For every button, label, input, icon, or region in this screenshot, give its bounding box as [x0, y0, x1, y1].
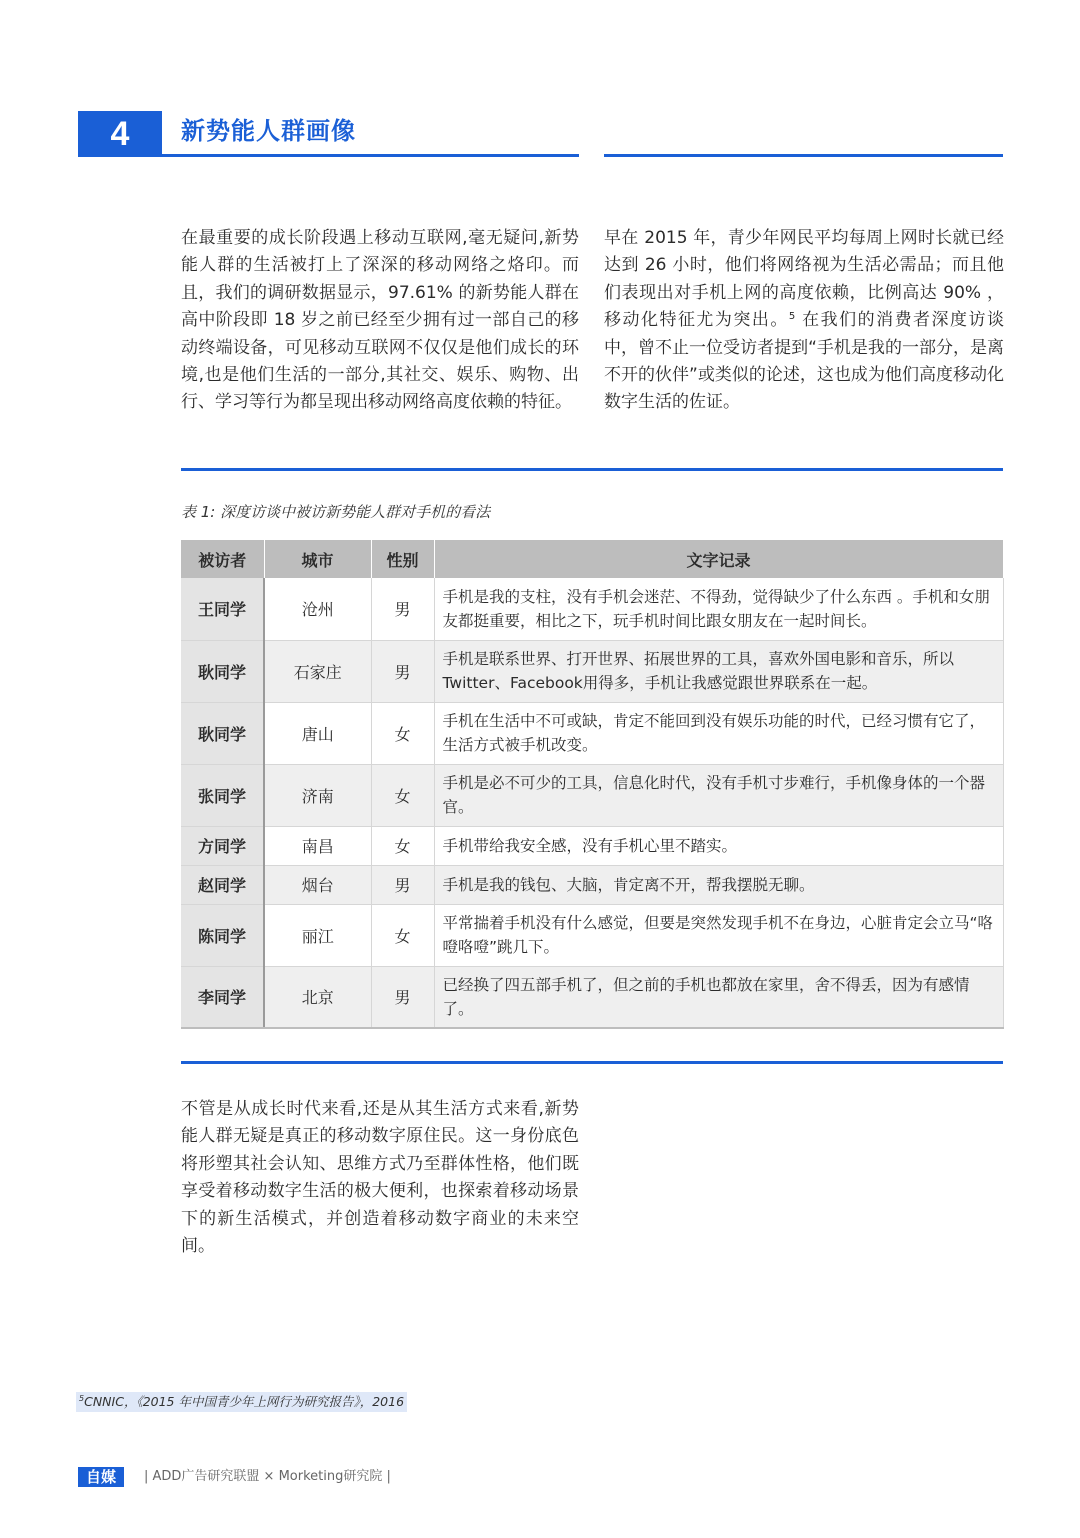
cell-record: 已经换了四五部手机了，但之前的手机也都放在家里，舍不得丢，因为有感情了。 [434, 966, 1003, 1028]
section-title: 新势能人群画像 [181, 117, 356, 145]
footer-credits: | ADD广告研究联盟 × Morketing研究院 | [144, 1469, 391, 1484]
cell-gender: 女 [371, 702, 434, 764]
paragraph-right-1 [604, 225, 1004, 417]
cell-gender: 女 [371, 764, 434, 826]
footnote-text: CNNIC，《2015 年中国青少年上网行为研究报告》，2016 [84, 1394, 405, 1409]
table-row [181, 702, 1003, 764]
header-gender: 性别 [371, 540, 434, 578]
cell-name: 李同学 [181, 966, 264, 1028]
cell-record: 手机带给我安全感，没有手机心里不踏实。 [434, 826, 1003, 865]
cell-city: 烟台 [264, 865, 371, 904]
cell-city: 沧州 [264, 578, 371, 640]
interview-table [181, 540, 1004, 1029]
footnote-marker: 5 [79, 1394, 85, 1403]
cell-city: 北京 [264, 966, 371, 1028]
footnote-ref[interactable]: 5 [788, 311, 796, 323]
header-rule-right [604, 154, 1003, 157]
cell-city: 丽江 [264, 904, 371, 966]
table-row [181, 578, 1003, 640]
table-caption: 表 1: 深度访谈中被访新势能人群对手机的看法 [181, 503, 491, 521]
cell-gender: 男 [371, 578, 434, 640]
cell-city: 南昌 [264, 826, 371, 865]
cell-gender: 男 [371, 640, 434, 702]
table-row [181, 904, 1003, 966]
cell-gender: 女 [371, 904, 434, 966]
cell-name: 耿同学 [181, 702, 264, 764]
paragraph-right-1-part-b: 在我们的消费者深度访谈中，曾不止一位受访者提到“手机是我的一部分，是离不开的伙伴”或类似的论述，这也成为他们高度移动化数字生活的佐证。 [604, 310, 1005, 413]
cell-name: 王同学 [181, 578, 264, 640]
paragraph-left-1: 在最重要的成长阶段遇上移动互联网,毫无疑问,新势能人群的生活被打上了深深的移动网络之烙印。而且，我们的调研数据显示，97.61% 的新势能人群在高中阶段即 18 岁之前已经至少拥有过一部自己的移动终端设备，可见移动互联网不仅仅是他们成长的环境,也是他们生活的一部分,其社交、娱乐、购物、出行、学习等行为都呈现出移动网络高度依赖的特征。 [181, 228, 579, 413]
table-row [181, 966, 1003, 1028]
table-row [181, 764, 1003, 826]
cell-gender: 男 [371, 865, 434, 904]
section-divider-bottom [181, 1061, 1003, 1064]
footer-logo: 自媒 [78, 1467, 124, 1487]
cell-gender: 男 [371, 966, 434, 1028]
cell-name: 方同学 [181, 826, 264, 865]
cell-gender: 女 [371, 826, 434, 865]
cell-name: 耿同学 [181, 640, 264, 702]
cell-city: 唐山 [264, 702, 371, 764]
footnote [76, 1392, 407, 1412]
cell-name: 陈同学 [181, 904, 264, 966]
header-name: 被访者 [181, 540, 264, 578]
cell-record: 手机是联系世界、打开世界、拓展世界的工具，喜欢外国电影和音乐，所以Twitter、Facebook用得多，手机让我感觉跟世界联系在一起。 [434, 640, 1003, 702]
header-record: 文字记录 [434, 540, 1003, 578]
paragraph-right-1-part-a: 早在 2015 年，青少年网民平均每周上网时长就已经达到 26 小时，他们将网络视为生活必需品；而且他们表现出对手机上网的高度依赖，比例高达 90% ，移动化特征尤为突出。 [604, 228, 1004, 331]
paragraph-left-2: 不管是从成长时代来看,还是从其生活方式来看,新势能人群无疑是真正的移动数字原住民。这一身份底色将形塑其社会认知、思维方式乃至群体性格，他们既享受着移动数字生活的极大便利，也探索着移动场景下的新生活模式，并创造着移动数字商业的未来空间。 [181, 1099, 579, 1257]
cell-record: 手机在生活中不可或缺，肯定不能回到没有娱乐功能的时代，已经习惯有它了， 生活方式被手机改变。 [434, 702, 1003, 764]
cell-name: 赵同学 [181, 865, 264, 904]
table-header-row [181, 540, 1003, 578]
cell-record: 手机是我的钱包、大脑，肯定离不开，帮我摆脱无聊。 [434, 865, 1003, 904]
section-divider-top [181, 468, 1003, 471]
cell-record: 手机是必不可少的工具，信息化时代，没有手机寸步难行，手机像身体的一个器官。 [434, 764, 1003, 826]
cell-name: 张同学 [181, 764, 264, 826]
cell-city: 济南 [264, 764, 371, 826]
table-row [181, 865, 1003, 904]
cell-record: 手机是我的支柱，没有手机会迷茫、不得劲，觉得缺少了什么东西 。手机和女朋友都挺重要，相比之下，玩手机时间比跟女朋友在一起时间长。 [434, 578, 1003, 640]
cell-city: 石家庄 [264, 640, 371, 702]
table-row [181, 826, 1003, 865]
table-row [181, 640, 1003, 702]
header-city: 城市 [264, 540, 371, 578]
cell-record: 平常揣着手机没有什么感觉，但要是突然发现手机不在身边，心脏肯定会立马“咯噔咯噔”跳几下。 [434, 904, 1003, 966]
section-number-badge: 4 [78, 111, 162, 157]
header-rule-left [162, 154, 579, 157]
